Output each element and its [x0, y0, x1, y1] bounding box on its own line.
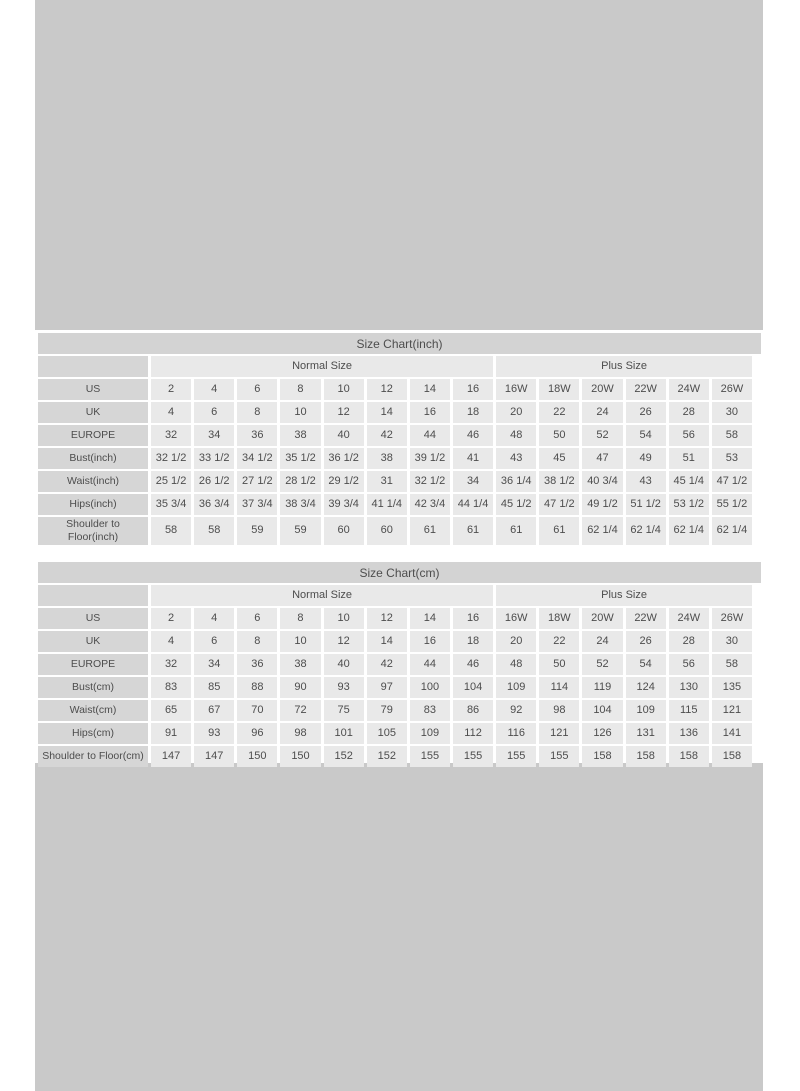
data-cell: 34 1/2: [237, 448, 277, 469]
data-cell: 109: [626, 700, 666, 721]
data-cell: 38 1/2: [539, 471, 579, 492]
data-cell: 8: [280, 608, 320, 629]
data-cell: 58: [194, 517, 234, 545]
table-row: [38, 517, 752, 545]
data-cell: 130: [669, 677, 709, 698]
data-cell: 2: [151, 608, 191, 629]
data-cell: 38 3/4: [280, 494, 320, 515]
data-cell: 53: [712, 448, 752, 469]
data-cell: 79: [367, 700, 407, 721]
data-cell: 98: [280, 723, 320, 744]
data-cell: 141: [712, 723, 752, 744]
data-cell: 35 1/2: [280, 448, 320, 469]
data-cell: 36 1/4: [496, 471, 536, 492]
data-cell: 25 1/2: [151, 471, 191, 492]
table-title: Size Chart(cm): [38, 562, 761, 583]
data-cell: 6: [194, 631, 234, 652]
data-cell: 65: [151, 700, 191, 721]
table-row: [38, 494, 752, 515]
data-cell: 58: [151, 517, 191, 545]
data-cell: 91: [151, 723, 191, 744]
data-cell: 61: [539, 517, 579, 545]
data-cell: 42: [367, 425, 407, 446]
data-cell: 32 1/2: [151, 448, 191, 469]
table-row: [38, 631, 752, 652]
data-cell: 36: [237, 425, 277, 446]
data-cell: 126: [582, 723, 622, 744]
table-row: [38, 402, 752, 423]
data-cell: 51 1/2: [626, 494, 666, 515]
data-cell: 155: [453, 746, 493, 767]
table-row: [38, 379, 752, 400]
row-label-cell: EUROPE: [38, 654, 148, 675]
data-cell: 50: [539, 425, 579, 446]
data-cell: 10: [324, 379, 364, 400]
size-chart-table: [38, 333, 761, 545]
data-cell: 152: [367, 746, 407, 767]
data-cell: 44 1/4: [453, 494, 493, 515]
size-chart-image: [35, 0, 763, 1091]
data-cell: 53 1/2: [669, 494, 709, 515]
data-cell: 6: [194, 402, 234, 423]
table-row: [38, 448, 752, 469]
data-cell: 20: [496, 402, 536, 423]
data-cell: 60: [324, 517, 364, 545]
data-cell: 24W: [669, 608, 709, 629]
data-cell: 16W: [496, 608, 536, 629]
data-cell: 18W: [539, 608, 579, 629]
data-cell: 10: [280, 631, 320, 652]
row-label-cell: Bust(cm): [38, 677, 148, 698]
data-cell: 158: [669, 746, 709, 767]
data-cell: 97: [367, 677, 407, 698]
data-cell: 32 1/2: [410, 471, 450, 492]
data-cell: 8: [237, 631, 277, 652]
data-cell: 34: [194, 654, 234, 675]
data-cell: 32: [151, 654, 191, 675]
row-label-cell: Hips(inch): [38, 494, 148, 515]
data-cell: 155: [410, 746, 450, 767]
data-cell: 18W: [539, 379, 579, 400]
data-cell: 150: [237, 746, 277, 767]
data-cell: 18: [453, 631, 493, 652]
data-cell: 52: [582, 425, 622, 446]
data-cell: 12: [367, 608, 407, 629]
row-label-cell: Shoulder to Floor(inch): [38, 517, 148, 545]
data-cell: 26: [626, 402, 666, 423]
data-cell: 38: [280, 654, 320, 675]
data-cell: 47 1/2: [712, 471, 752, 492]
row-label-cell: Bust(inch): [38, 448, 148, 469]
data-cell: 38: [280, 425, 320, 446]
data-cell: 93: [194, 723, 234, 744]
data-cell: 22: [539, 631, 579, 652]
data-cell: 135: [712, 677, 752, 698]
data-cell: 20W: [582, 608, 622, 629]
data-cell: 155: [539, 746, 579, 767]
data-cell: 61: [496, 517, 536, 545]
data-cell: 51: [669, 448, 709, 469]
data-cell: 27 1/2: [237, 471, 277, 492]
column-group-header-row: [38, 585, 752, 606]
data-cell: 45 1/2: [496, 494, 536, 515]
corner-cell: [38, 356, 148, 377]
data-cell: 12: [367, 379, 407, 400]
data-cell: 90: [280, 677, 320, 698]
data-cell: 22W: [626, 379, 666, 400]
data-cell: 49: [626, 448, 666, 469]
data-cell: 34: [194, 425, 234, 446]
data-cell: 35 3/4: [151, 494, 191, 515]
size-chart-table: [38, 562, 761, 767]
data-cell: 119: [582, 677, 622, 698]
data-cell: 18: [453, 402, 493, 423]
data-cell: 70: [237, 700, 277, 721]
data-cell: 44: [410, 654, 450, 675]
data-cell: 8: [280, 379, 320, 400]
data-cell: 12: [324, 402, 364, 423]
table-row: [38, 608, 752, 629]
data-cell: 4: [151, 631, 191, 652]
data-cell: 10: [280, 402, 320, 423]
data-cell: 158: [712, 746, 752, 767]
data-cell: 30: [712, 402, 752, 423]
data-cell: 121: [712, 700, 752, 721]
data-cell: 152: [324, 746, 364, 767]
data-cell: 96: [237, 723, 277, 744]
data-cell: 105: [367, 723, 407, 744]
data-cell: 20: [496, 631, 536, 652]
data-cell: 8: [237, 402, 277, 423]
data-cell: 6: [237, 608, 277, 629]
data-cell: 26W: [712, 608, 752, 629]
data-cell: 56: [669, 425, 709, 446]
data-cell: 101: [324, 723, 364, 744]
data-cell: 20W: [582, 379, 622, 400]
data-cell: 38: [367, 448, 407, 469]
background-bottom: [35, 763, 763, 1091]
data-cell: 16: [453, 379, 493, 400]
data-cell: 36: [237, 654, 277, 675]
data-cell: 104: [582, 700, 622, 721]
row-label-cell: US: [38, 379, 148, 400]
data-cell: 109: [410, 723, 450, 744]
data-cell: 24W: [669, 379, 709, 400]
data-cell: 100: [410, 677, 450, 698]
data-cell: 22: [539, 402, 579, 423]
data-cell: 42: [367, 654, 407, 675]
data-cell: 26 1/2: [194, 471, 234, 492]
data-cell: 115: [669, 700, 709, 721]
data-cell: 30: [712, 631, 752, 652]
data-cell: 85: [194, 677, 234, 698]
data-cell: 60: [367, 517, 407, 545]
data-cell: 31: [367, 471, 407, 492]
data-cell: 45: [539, 448, 579, 469]
data-cell: 24: [582, 402, 622, 423]
group-header-plus-size: Plus Size: [496, 356, 752, 377]
data-cell: 59: [237, 517, 277, 545]
data-cell: 41 1/4: [367, 494, 407, 515]
data-cell: 124: [626, 677, 666, 698]
table-row: [38, 677, 752, 698]
data-cell: 112: [453, 723, 493, 744]
data-cell: 44: [410, 425, 450, 446]
row-label-cell: UK: [38, 631, 148, 652]
data-cell: 36 1/2: [324, 448, 364, 469]
data-cell: 39 1/2: [410, 448, 450, 469]
data-cell: 55 1/2: [712, 494, 752, 515]
data-cell: 47: [582, 448, 622, 469]
tables: [38, 333, 763, 767]
data-cell: 58: [712, 654, 752, 675]
column-group-header-row: [38, 356, 752, 377]
data-cell: 58: [712, 425, 752, 446]
data-cell: 158: [626, 746, 666, 767]
data-cell: 4: [194, 379, 234, 400]
data-cell: 62 1/4: [712, 517, 752, 545]
table-title: Size Chart(inch): [38, 333, 761, 354]
group-header-plus-size: Plus Size: [496, 585, 752, 606]
data-cell: 40: [324, 654, 364, 675]
data-cell: 114: [539, 677, 579, 698]
data-cell: 136: [669, 723, 709, 744]
data-cell: 39 3/4: [324, 494, 364, 515]
data-cell: 75: [324, 700, 364, 721]
data-cell: 14: [367, 402, 407, 423]
table-row: [38, 746, 752, 767]
data-cell: 150: [280, 746, 320, 767]
row-label-cell: Shoulder to Floor(cm): [38, 746, 148, 767]
data-cell: 61: [410, 517, 450, 545]
data-cell: 56: [669, 654, 709, 675]
data-cell: 4: [151, 402, 191, 423]
row-label-cell: Waist(inch): [38, 471, 148, 492]
data-cell: 22W: [626, 608, 666, 629]
data-cell: 16W: [496, 379, 536, 400]
corner-cell: [38, 585, 148, 606]
row-label-cell: EUROPE: [38, 425, 148, 446]
data-cell: 32: [151, 425, 191, 446]
data-cell: 43: [626, 471, 666, 492]
data-cell: 14: [410, 608, 450, 629]
data-cell: 62 1/4: [582, 517, 622, 545]
data-cell: 86: [453, 700, 493, 721]
data-cell: 72: [280, 700, 320, 721]
table-row: [38, 700, 752, 721]
data-cell: 36 3/4: [194, 494, 234, 515]
data-cell: 26: [626, 631, 666, 652]
data-cell: 42 3/4: [410, 494, 450, 515]
data-cell: 47 1/2: [539, 494, 579, 515]
table-row: [38, 723, 752, 744]
data-cell: 83: [410, 700, 450, 721]
data-cell: 37 3/4: [237, 494, 277, 515]
data-cell: 92: [496, 700, 536, 721]
data-cell: 2: [151, 379, 191, 400]
row-label-cell: US: [38, 608, 148, 629]
table-row: [38, 425, 752, 446]
data-cell: 52: [582, 654, 622, 675]
data-cell: 12: [324, 631, 364, 652]
data-cell: 24: [582, 631, 622, 652]
data-cell: 26W: [712, 379, 752, 400]
data-cell: 54: [626, 654, 666, 675]
data-cell: 48: [496, 654, 536, 675]
data-cell: 62 1/4: [626, 517, 666, 545]
data-cell: 147: [151, 746, 191, 767]
data-cell: 33 1/2: [194, 448, 234, 469]
data-cell: 131: [626, 723, 666, 744]
data-cell: 40 3/4: [582, 471, 622, 492]
row-label-cell: UK: [38, 402, 148, 423]
data-cell: 67: [194, 700, 234, 721]
data-cell: 109: [496, 677, 536, 698]
data-cell: 93: [324, 677, 364, 698]
data-cell: 88: [237, 677, 277, 698]
group-header-normal-size: Normal Size: [151, 356, 493, 377]
data-cell: 34: [453, 471, 493, 492]
data-cell: 104: [453, 677, 493, 698]
data-cell: 147: [194, 746, 234, 767]
data-cell: 49 1/2: [582, 494, 622, 515]
data-cell: 48: [496, 425, 536, 446]
data-cell: 98: [539, 700, 579, 721]
data-cell: 62 1/4: [669, 517, 709, 545]
data-cell: 54: [626, 425, 666, 446]
data-cell: 41: [453, 448, 493, 469]
data-cell: 16: [453, 608, 493, 629]
data-cell: 46: [453, 425, 493, 446]
background-top: [35, 0, 763, 330]
data-cell: 4: [194, 608, 234, 629]
data-cell: 10: [324, 608, 364, 629]
data-cell: 16: [410, 402, 450, 423]
row-label-cell: Hips(cm): [38, 723, 148, 744]
data-cell: 28 1/2: [280, 471, 320, 492]
size-chart-section: [35, 330, 763, 763]
data-cell: 121: [539, 723, 579, 744]
data-cell: 43: [496, 448, 536, 469]
table-row: [38, 471, 752, 492]
table-row: [38, 654, 752, 675]
row-label-cell: Waist(cm): [38, 700, 148, 721]
data-cell: 14: [410, 379, 450, 400]
data-cell: 28: [669, 631, 709, 652]
data-cell: 28: [669, 402, 709, 423]
data-cell: 46: [453, 654, 493, 675]
data-cell: 29 1/2: [324, 471, 364, 492]
data-cell: 61: [453, 517, 493, 545]
data-cell: 14: [367, 631, 407, 652]
data-cell: 50: [539, 654, 579, 675]
data-cell: 158: [582, 746, 622, 767]
data-cell: 6: [237, 379, 277, 400]
data-cell: 155: [496, 746, 536, 767]
data-cell: 16: [410, 631, 450, 652]
data-cell: 45 1/4: [669, 471, 709, 492]
group-header-normal-size: Normal Size: [151, 585, 493, 606]
data-cell: 59: [280, 517, 320, 545]
data-cell: 40: [324, 425, 364, 446]
data-cell: 83: [151, 677, 191, 698]
data-cell: 116: [496, 723, 536, 744]
